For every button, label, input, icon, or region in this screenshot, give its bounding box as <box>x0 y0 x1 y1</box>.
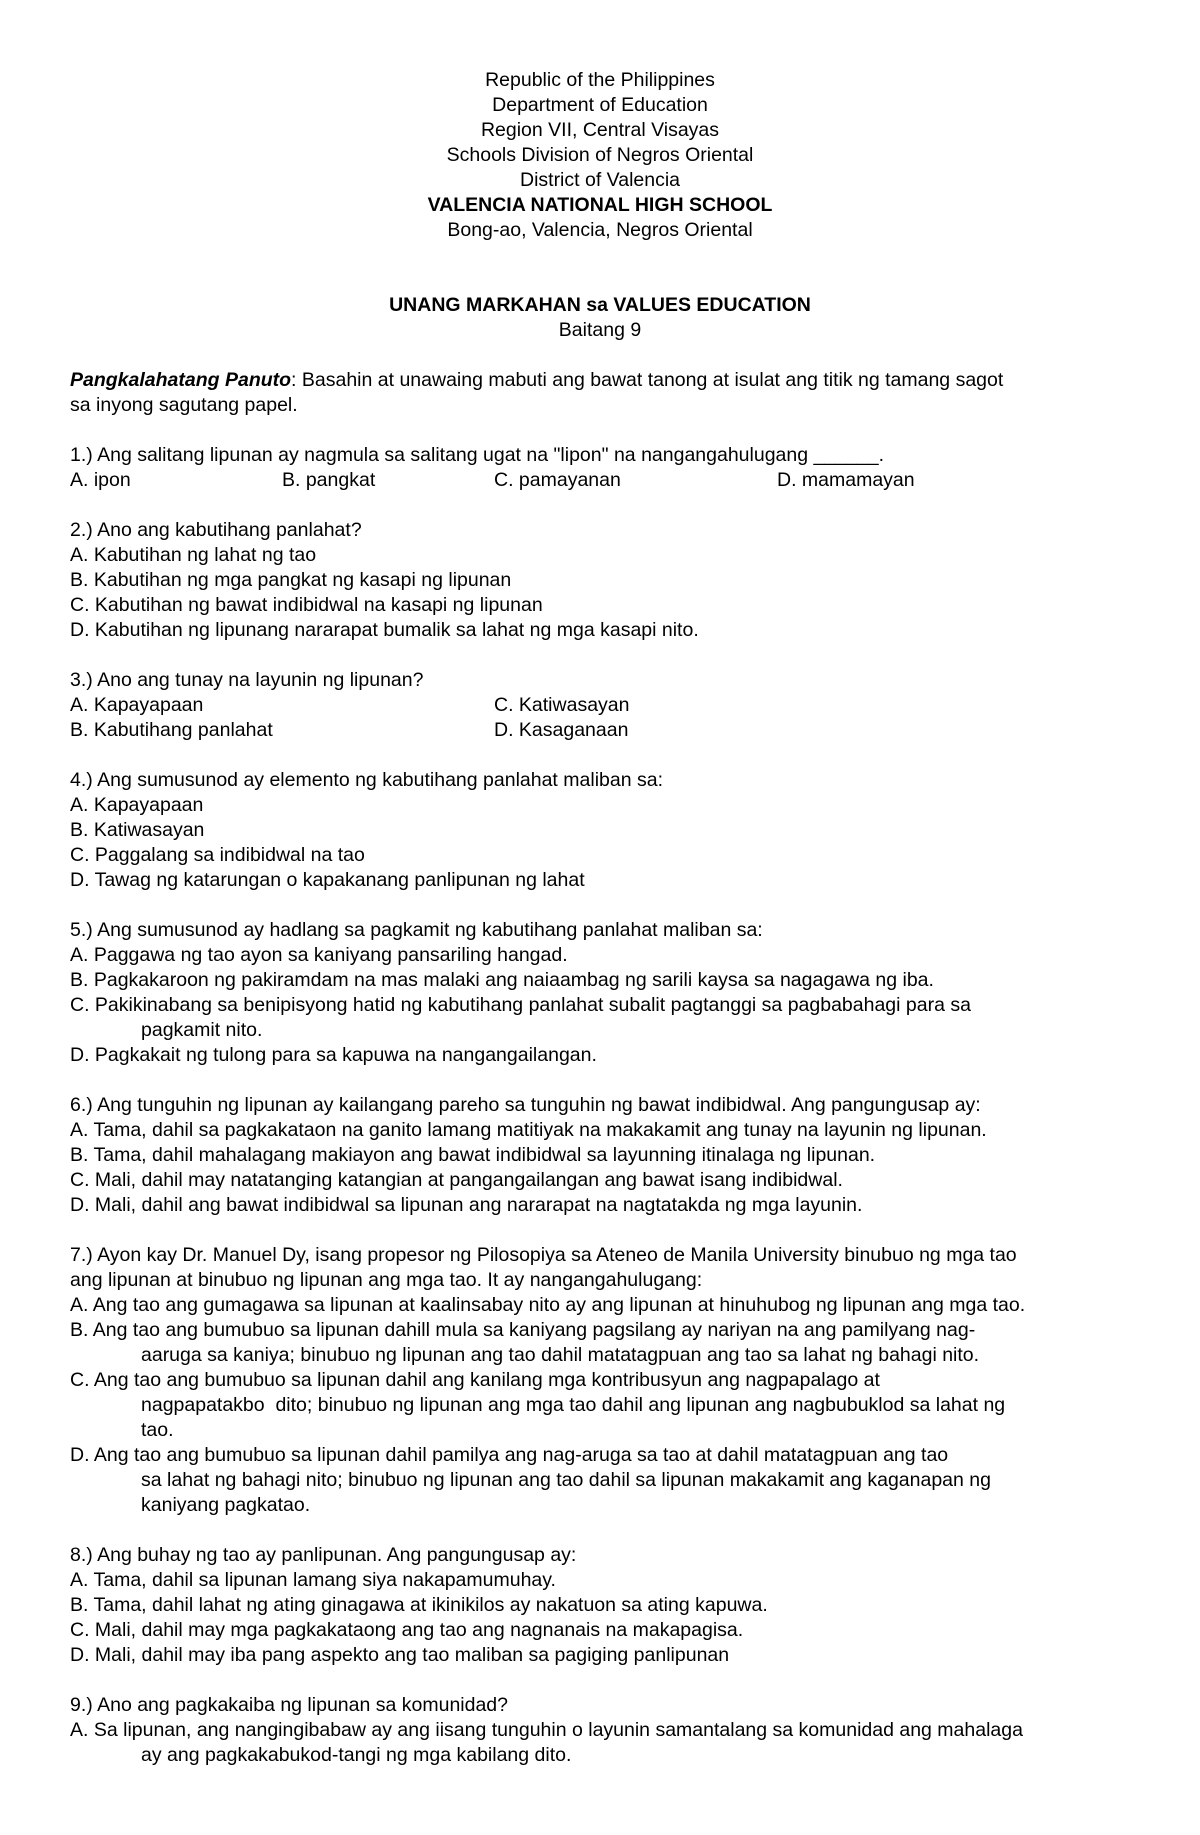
school-name: VALENCIA NATIONAL HIGH SCHOOL <box>427 194 773 216</box>
option-c: C. Ang tao ang bumubuo sa lipunan dahil ang kanilang mga kontribusyun ang nagpapalago at <box>70 1369 880 1391</box>
option-c: C. Paggalang sa indibidwal na tao <box>70 844 365 866</box>
question-8 <box>70 1543 1130 1668</box>
header-line-district: District of Valencia <box>519 169 681 191</box>
option-d: D. Tawag ng katarungan o kapakanang panlipunan ng lahat <box>70 869 585 891</box>
options-row <box>70 468 1130 493</box>
question-9 <box>70 1693 1130 1768</box>
option-d: D. Pagkakait ng tulong para sa kapuwa na nangangailangan. <box>70 1044 597 1066</box>
question-stem: 9.) Ano ang pagkakaiba ng lipunan sa komunidad? <box>70 1694 508 1716</box>
option-b: B. pangkat <box>282 469 376 491</box>
option-b: B. Katiwasayan <box>70 819 205 841</box>
option-b: B. Pagkakaroon ng pakiramdam na mas malaki ang naiaambag ng sarili kaysa sa nagagawa ng iba. <box>70 969 934 991</box>
option-c-continued: pagkamit nito. <box>141 1019 263 1041</box>
instructions-text-1: : Basahin at unawaing mabuti ang bawat tanong at isulat ang titik ng tamang sagot <box>291 369 1004 391</box>
option-d-continued: sa lahat ng bahagi nito; binubuo ng lipunan ang tao dahil sa lipunan makakamit ang kaganapan ng <box>141 1469 991 1491</box>
option-c: C. pamayanan <box>494 469 621 491</box>
option-c: C. Katiwasayan <box>494 694 630 716</box>
option-a: A. Tama, dahil sa pagkakataon na ganito lamang matitiyak na makakamit ang tunay na layunin ng lipunan. <box>70 1119 987 1141</box>
instructions-text-2: sa inyong sagutang papel. <box>70 394 298 416</box>
option-d: D. Mali, dahil may iba pang aspekto ang tao maliban sa pagiging panlipunan <box>70 1644 730 1666</box>
question-5 <box>70 918 1130 1068</box>
exam-title: UNANG MARKAHAN sa VALUES EDUCATION <box>389 294 811 316</box>
question-3 <box>70 668 1130 743</box>
option-b: B. Ang tao ang bumubuo sa lipunan dahill mula sa kaniyang pagsilang ay nariyan na ang pamilyang nag- <box>70 1319 976 1341</box>
instructions-label: Pangkalahatang Panuto <box>70 369 292 391</box>
option-b: B. Kabutihang panlahat <box>70 719 273 741</box>
question-2 <box>70 518 1130 643</box>
options-row <box>70 693 1130 718</box>
option-d: D. mamamayan <box>777 469 915 491</box>
question-4 <box>70 768 1130 893</box>
option-a: A. Kapayapaan <box>70 794 204 816</box>
option-d: D. Ang tao ang bumubuo sa lipunan dahil pamilya ang nag-aruga sa tao at dahil matatagpuan ang tao <box>70 1444 949 1466</box>
option-d: D. Kasaganaan <box>494 719 629 741</box>
question-stem: 6.) Ang tunguhin ng lipunan ay kailangang pareho sa tunguhin ng bawat indibidwal. Ang pangungusap ay: <box>70 1094 981 1116</box>
header-line-department: Department of Education <box>492 94 708 116</box>
question-stem: 2.) Ano ang kabutihang panlahat? <box>70 519 362 541</box>
option-c: C. Pakikinabang sa benipisyong hatid ng kabutihang panlahat subalit pagtanggi sa pagbabahagi para sa <box>70 994 971 1016</box>
option-a: A. Tama, dahil sa lipunan lamang siya nakapamumuhay. <box>70 1569 556 1591</box>
option-c-continued: tao. <box>141 1419 174 1441</box>
option-b-continued: aaruga sa kaniya; binubuo ng lipunan ang tao dahil matatagpuan ang tao sa lahat ng bahagi nito. <box>141 1344 980 1366</box>
option-a: A. Sa lipunan, ang nangingibabaw ay ang iisang tunguhin o layunin samantalang sa komunidad ang mahalaga <box>70 1719 1023 1741</box>
option-b: B. Kabutihan ng mga pangkat ng kasapi ng lipunan <box>70 569 512 591</box>
option-b: B. Tama, dahil mahalagang makiayon ang bawat indibidwal sa layunning itinalaga ng lipunan. <box>70 1144 876 1166</box>
option-a: A. Ang tao ang gumagawa sa lipunan at kaalinsabay nito ay ang lipunan at hinuhubog ng lipunan ang mga tao. <box>70 1294 1026 1316</box>
header-line-division: Schools Division of Negros Oriental <box>446 144 754 166</box>
grade-level: Baitang 9 <box>558 319 642 341</box>
letterhead <box>70 68 1130 243</box>
options-row <box>70 718 1130 743</box>
option-c: C. Mali, dahil may natatanging katangian at pangangailangan ang bawat isang indibidwal. <box>70 1169 843 1191</box>
question-stem: 5.) Ang sumusunod ay hadlang sa pagkamit ng kabutihang panlahat maliban sa: <box>70 919 763 941</box>
option-d-continued: kaniyang pagkatao. <box>141 1494 311 1516</box>
option-c: C. Kabutihan ng bawat indibidwal na kasapi ng lipunan <box>70 594 543 616</box>
question-stem: 7.) Ayon kay Dr. Manuel Dy, isang propesor ng Pilosopiya sa Ateneo de Manila University binubuo ng mga tao <box>70 1244 1017 1266</box>
header-line-republic: Republic of the Philippines <box>485 69 715 91</box>
option-c-continued: nagpapatakbo dito; binubuo ng lipunan ang mga tao dahil ang lipunan ang nagbubuklod sa lahat ng <box>141 1394 1006 1416</box>
option-a-continued: ay ang pagkakabukod-tangi ng mga kabilang dito. <box>141 1744 572 1766</box>
question-stem: 4.) Ang sumusunod ay elemento ng kabutihang panlahat maliban sa: <box>70 769 663 791</box>
option-a: A. ipon <box>70 469 131 491</box>
question-stem: 8.) Ang buhay ng tao ay panlipunan. Ang pangungusap ay: <box>70 1544 577 1566</box>
option-d: D. Mali, dahil ang bawat indibidwal sa lipunan ang nararapat na nagtatakda ng mga layunin. <box>70 1194 863 1216</box>
option-a: A. Kapayapaan <box>70 694 204 716</box>
header-line-region: Region VII, Central Visayas <box>480 119 720 141</box>
question-7 <box>70 1243 1130 1518</box>
question-stem-continued: ang lipunan at binubuo ng lipunan ang mga tao. It ay nangangahulugang: <box>70 1269 703 1291</box>
exam-title-block <box>70 293 1130 343</box>
option-a: A. Kabutihan ng lahat ng tao <box>70 544 317 566</box>
option-a: A. Paggawa ng tao ayon sa kaniyang pansariling hangad. <box>70 944 568 966</box>
question-1 <box>70 443 1130 493</box>
school-address: Bong-ao, Valencia, Negros Oriental <box>447 219 753 241</box>
question-stem: 1.) Ang salitang lipunan ay nagmula sa salitang ugat na "lipon" na nangangahulugang ______. <box>70 444 884 466</box>
option-d: D. Kabutihan ng lipunang nararapat bumalik sa lahat ng mga kasapi nito. <box>70 619 699 641</box>
question-6 <box>70 1093 1130 1218</box>
general-instructions <box>70 368 1130 418</box>
option-c: C. Mali, dahil may mga pagkakataong ang tao ang nagnanais na makapagisa. <box>70 1619 744 1641</box>
question-stem: 3.) Ano ang tunay na layunin ng lipunan? <box>70 669 424 691</box>
option-b: B. Tama, dahil lahat ng ating ginagawa at ikinikilos ay nakatuon sa ating kapuwa. <box>70 1594 768 1616</box>
